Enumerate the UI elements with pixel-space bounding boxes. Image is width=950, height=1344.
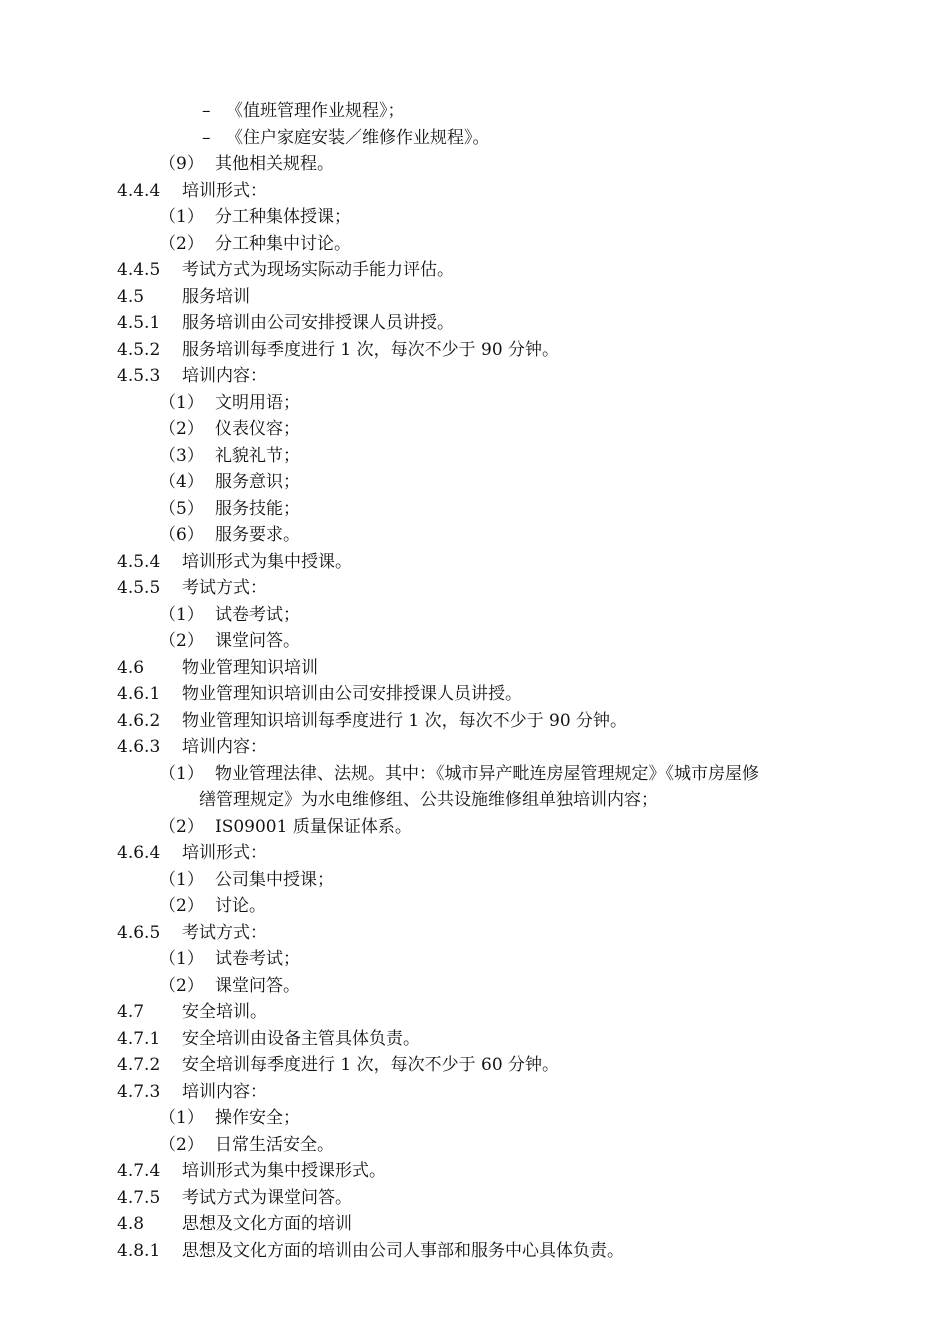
section-number: 4.6.5 bbox=[117, 922, 161, 943]
list-item bbox=[0, 416, 950, 443]
section-line bbox=[0, 363, 950, 390]
list-item-text: 试卷考试； bbox=[215, 949, 300, 969]
list-item-number: （2） bbox=[159, 1134, 204, 1155]
list-item-number: （1） bbox=[159, 604, 204, 625]
list-item-text: 分工种集体授课； bbox=[215, 207, 351, 227]
dash-marker: – bbox=[202, 101, 211, 121]
list-item bbox=[0, 1132, 950, 1159]
section-number: 4.4.4 bbox=[117, 180, 161, 201]
list-item bbox=[0, 1105, 950, 1132]
list-item bbox=[0, 761, 950, 788]
section-line bbox=[0, 257, 950, 284]
list-item-text: 服务意识； bbox=[215, 472, 300, 492]
dash-marker: – bbox=[202, 127, 211, 148]
list-item-text: IS09001 质量保证体系。 bbox=[215, 816, 412, 837]
dash-item-text: 《住户家庭安装／维修作业规程》。 bbox=[226, 127, 490, 148]
list-item-number: （1） bbox=[159, 392, 204, 413]
section-text: 考试方式： bbox=[182, 578, 267, 598]
section-line bbox=[0, 655, 950, 682]
section-number: 4.4.5 bbox=[117, 260, 161, 280]
list-item-text: 公司集中授课； bbox=[215, 869, 334, 890]
section-text: 培训形式： bbox=[182, 180, 267, 201]
list-item-text: 课堂问答。 bbox=[215, 631, 300, 651]
section-text: 思想及文化方面的培训由公司人事部和服务中心具体负责。 bbox=[182, 1240, 624, 1261]
list-item-number: （9） bbox=[159, 154, 204, 174]
section-text: 培训内容： bbox=[182, 1081, 267, 1102]
section-line bbox=[0, 840, 950, 867]
list-item bbox=[0, 946, 950, 973]
section-number: 4.7.5 bbox=[117, 1187, 161, 1208]
section-text: 思想及文化方面的培训 bbox=[182, 1214, 352, 1234]
section-number: 4.6.4 bbox=[117, 843, 161, 863]
list-item-text: 日常生活安全。 bbox=[215, 1134, 334, 1155]
list-item-text: 仪表仪容； bbox=[215, 419, 300, 439]
section-text: 服务培训由公司安排授课人员讲授。 bbox=[182, 313, 454, 333]
section-line bbox=[0, 708, 950, 735]
section-text: 安全培训每季度进行 1 次，每次不少于 60 分钟。 bbox=[182, 1055, 560, 1075]
section-line bbox=[0, 310, 950, 337]
section-number: 4.6 bbox=[117, 657, 145, 678]
list-item-number: （2） bbox=[159, 419, 204, 439]
section-text: 物业管理知识培训 bbox=[182, 657, 318, 678]
list-item bbox=[0, 390, 950, 417]
section-line bbox=[0, 734, 950, 761]
section-number: 4.5.1 bbox=[117, 313, 161, 333]
list-item-text: 服务要求。 bbox=[215, 525, 300, 545]
section-number: 4.8 bbox=[117, 1214, 145, 1234]
section-number: 4.8.1 bbox=[117, 1240, 161, 1261]
list-item bbox=[0, 814, 950, 841]
section-line bbox=[0, 999, 950, 1026]
list-item bbox=[0, 151, 950, 178]
section-line bbox=[0, 337, 950, 364]
list-item bbox=[0, 204, 950, 231]
section-text: 服务培训 bbox=[182, 286, 250, 307]
section-number: 4.5.2 bbox=[117, 339, 161, 360]
section-line bbox=[0, 178, 950, 205]
list-item bbox=[0, 973, 950, 1000]
list-item-number: （6） bbox=[159, 525, 204, 545]
section-number: 4.5.4 bbox=[117, 551, 161, 572]
list-item-text: 操作安全； bbox=[215, 1108, 300, 1128]
list-item-number: （4） bbox=[159, 472, 204, 492]
section-line bbox=[0, 1238, 950, 1265]
list-item-text: 物业管理法律、法规。其中：《城市异产毗连房屋管理规定》《城市房屋修 bbox=[215, 763, 759, 784]
section-number: 4.7.4 bbox=[117, 1161, 161, 1181]
section-line bbox=[0, 1211, 950, 1238]
list-item bbox=[0, 893, 950, 920]
list-item-number: （1） bbox=[159, 949, 204, 969]
list-item-number: （2） bbox=[159, 975, 204, 996]
list-item-number: （2） bbox=[159, 896, 204, 916]
section-line bbox=[0, 920, 950, 947]
section-number: 4.5 bbox=[117, 286, 145, 307]
section-text: 培训内容： bbox=[182, 737, 267, 757]
section-number: 4.5.5 bbox=[117, 578, 161, 598]
document-body bbox=[0, 151, 950, 1264]
list-item-number: （3） bbox=[159, 445, 204, 466]
section-number: 4.7.2 bbox=[117, 1055, 161, 1075]
section-number: 4.7.3 bbox=[117, 1081, 161, 1102]
document-page bbox=[0, 98, 950, 1264]
list-item-number: （1） bbox=[159, 869, 204, 890]
section-number: 4.7 bbox=[117, 1002, 145, 1022]
section-line bbox=[0, 1079, 950, 1106]
list-item bbox=[0, 231, 950, 258]
section-number: 4.5.3 bbox=[117, 366, 161, 386]
section-text: 培训形式为集中授课形式。 bbox=[182, 1161, 386, 1181]
section-number: 4.7.1 bbox=[117, 1028, 161, 1049]
list-item-text: 缮管理规定》为水电维修组、公共设施维修组单独培训内容； bbox=[199, 790, 658, 810]
section-number: 4.6.1 bbox=[117, 684, 161, 704]
list-item bbox=[0, 496, 950, 523]
section-line bbox=[0, 1185, 950, 1212]
list-item bbox=[0, 602, 950, 629]
section-text: 考试方式为现场实际动手能力评估。 bbox=[182, 260, 454, 280]
list-item bbox=[0, 522, 950, 549]
section-number: 4.6.2 bbox=[117, 710, 161, 731]
list-item-text: 试卷考试； bbox=[215, 604, 300, 625]
list-item-text: 文明用语； bbox=[215, 392, 300, 413]
section-text: 培训形式： bbox=[182, 843, 267, 863]
dash-item bbox=[0, 125, 950, 152]
list-item-number: （2） bbox=[159, 816, 204, 837]
list-item-continuation bbox=[0, 787, 950, 814]
section-line bbox=[0, 284, 950, 311]
list-item-text: 礼貌礼节； bbox=[215, 445, 300, 466]
list-item-number: （1） bbox=[159, 1108, 204, 1128]
section-text: 培训形式为集中授课。 bbox=[182, 551, 352, 572]
list-item bbox=[0, 469, 950, 496]
list-item-text: 讨论。 bbox=[215, 896, 266, 916]
list-item bbox=[0, 443, 950, 470]
section-line bbox=[0, 681, 950, 708]
list-item bbox=[0, 628, 950, 655]
section-text: 服务培训每季度进行 1 次，每次不少于 90 分钟。 bbox=[182, 339, 560, 360]
list-item-number: （2） bbox=[159, 233, 204, 254]
section-text: 考试方式为课堂问答。 bbox=[182, 1187, 352, 1208]
list-item-text: 其他相关规程。 bbox=[215, 154, 334, 174]
section-line bbox=[0, 549, 950, 576]
list-item-text: 服务技能； bbox=[215, 498, 300, 519]
section-text: 物业管理知识培训每季度进行 1 次，每次不少于 90 分钟。 bbox=[182, 710, 628, 731]
list-item-text: 分工种集中讨论。 bbox=[215, 233, 351, 254]
section-number: 4.6.3 bbox=[117, 737, 161, 757]
list-item-text: 课堂问答。 bbox=[215, 975, 300, 996]
section-text: 安全培训由设备主管具体负责。 bbox=[182, 1028, 420, 1049]
section-line bbox=[0, 1158, 950, 1185]
list-item-number: （2） bbox=[159, 631, 204, 651]
dash-item bbox=[0, 98, 950, 125]
section-text: 安全培训。 bbox=[182, 1002, 267, 1022]
section-line bbox=[0, 575, 950, 602]
dash-item-text: 《值班管理作业规程》； bbox=[226, 101, 405, 121]
section-text: 物业管理知识培训由公司安排授课人员讲授。 bbox=[182, 684, 522, 704]
list-item-number: （1） bbox=[159, 763, 204, 784]
list-item-number: （5） bbox=[159, 498, 204, 519]
list-item-number: （1） bbox=[159, 207, 204, 227]
section-text: 培训内容： bbox=[182, 366, 267, 386]
section-line bbox=[0, 1026, 950, 1053]
section-text: 考试方式： bbox=[182, 922, 267, 943]
section-line bbox=[0, 1052, 950, 1079]
list-item bbox=[0, 867, 950, 894]
